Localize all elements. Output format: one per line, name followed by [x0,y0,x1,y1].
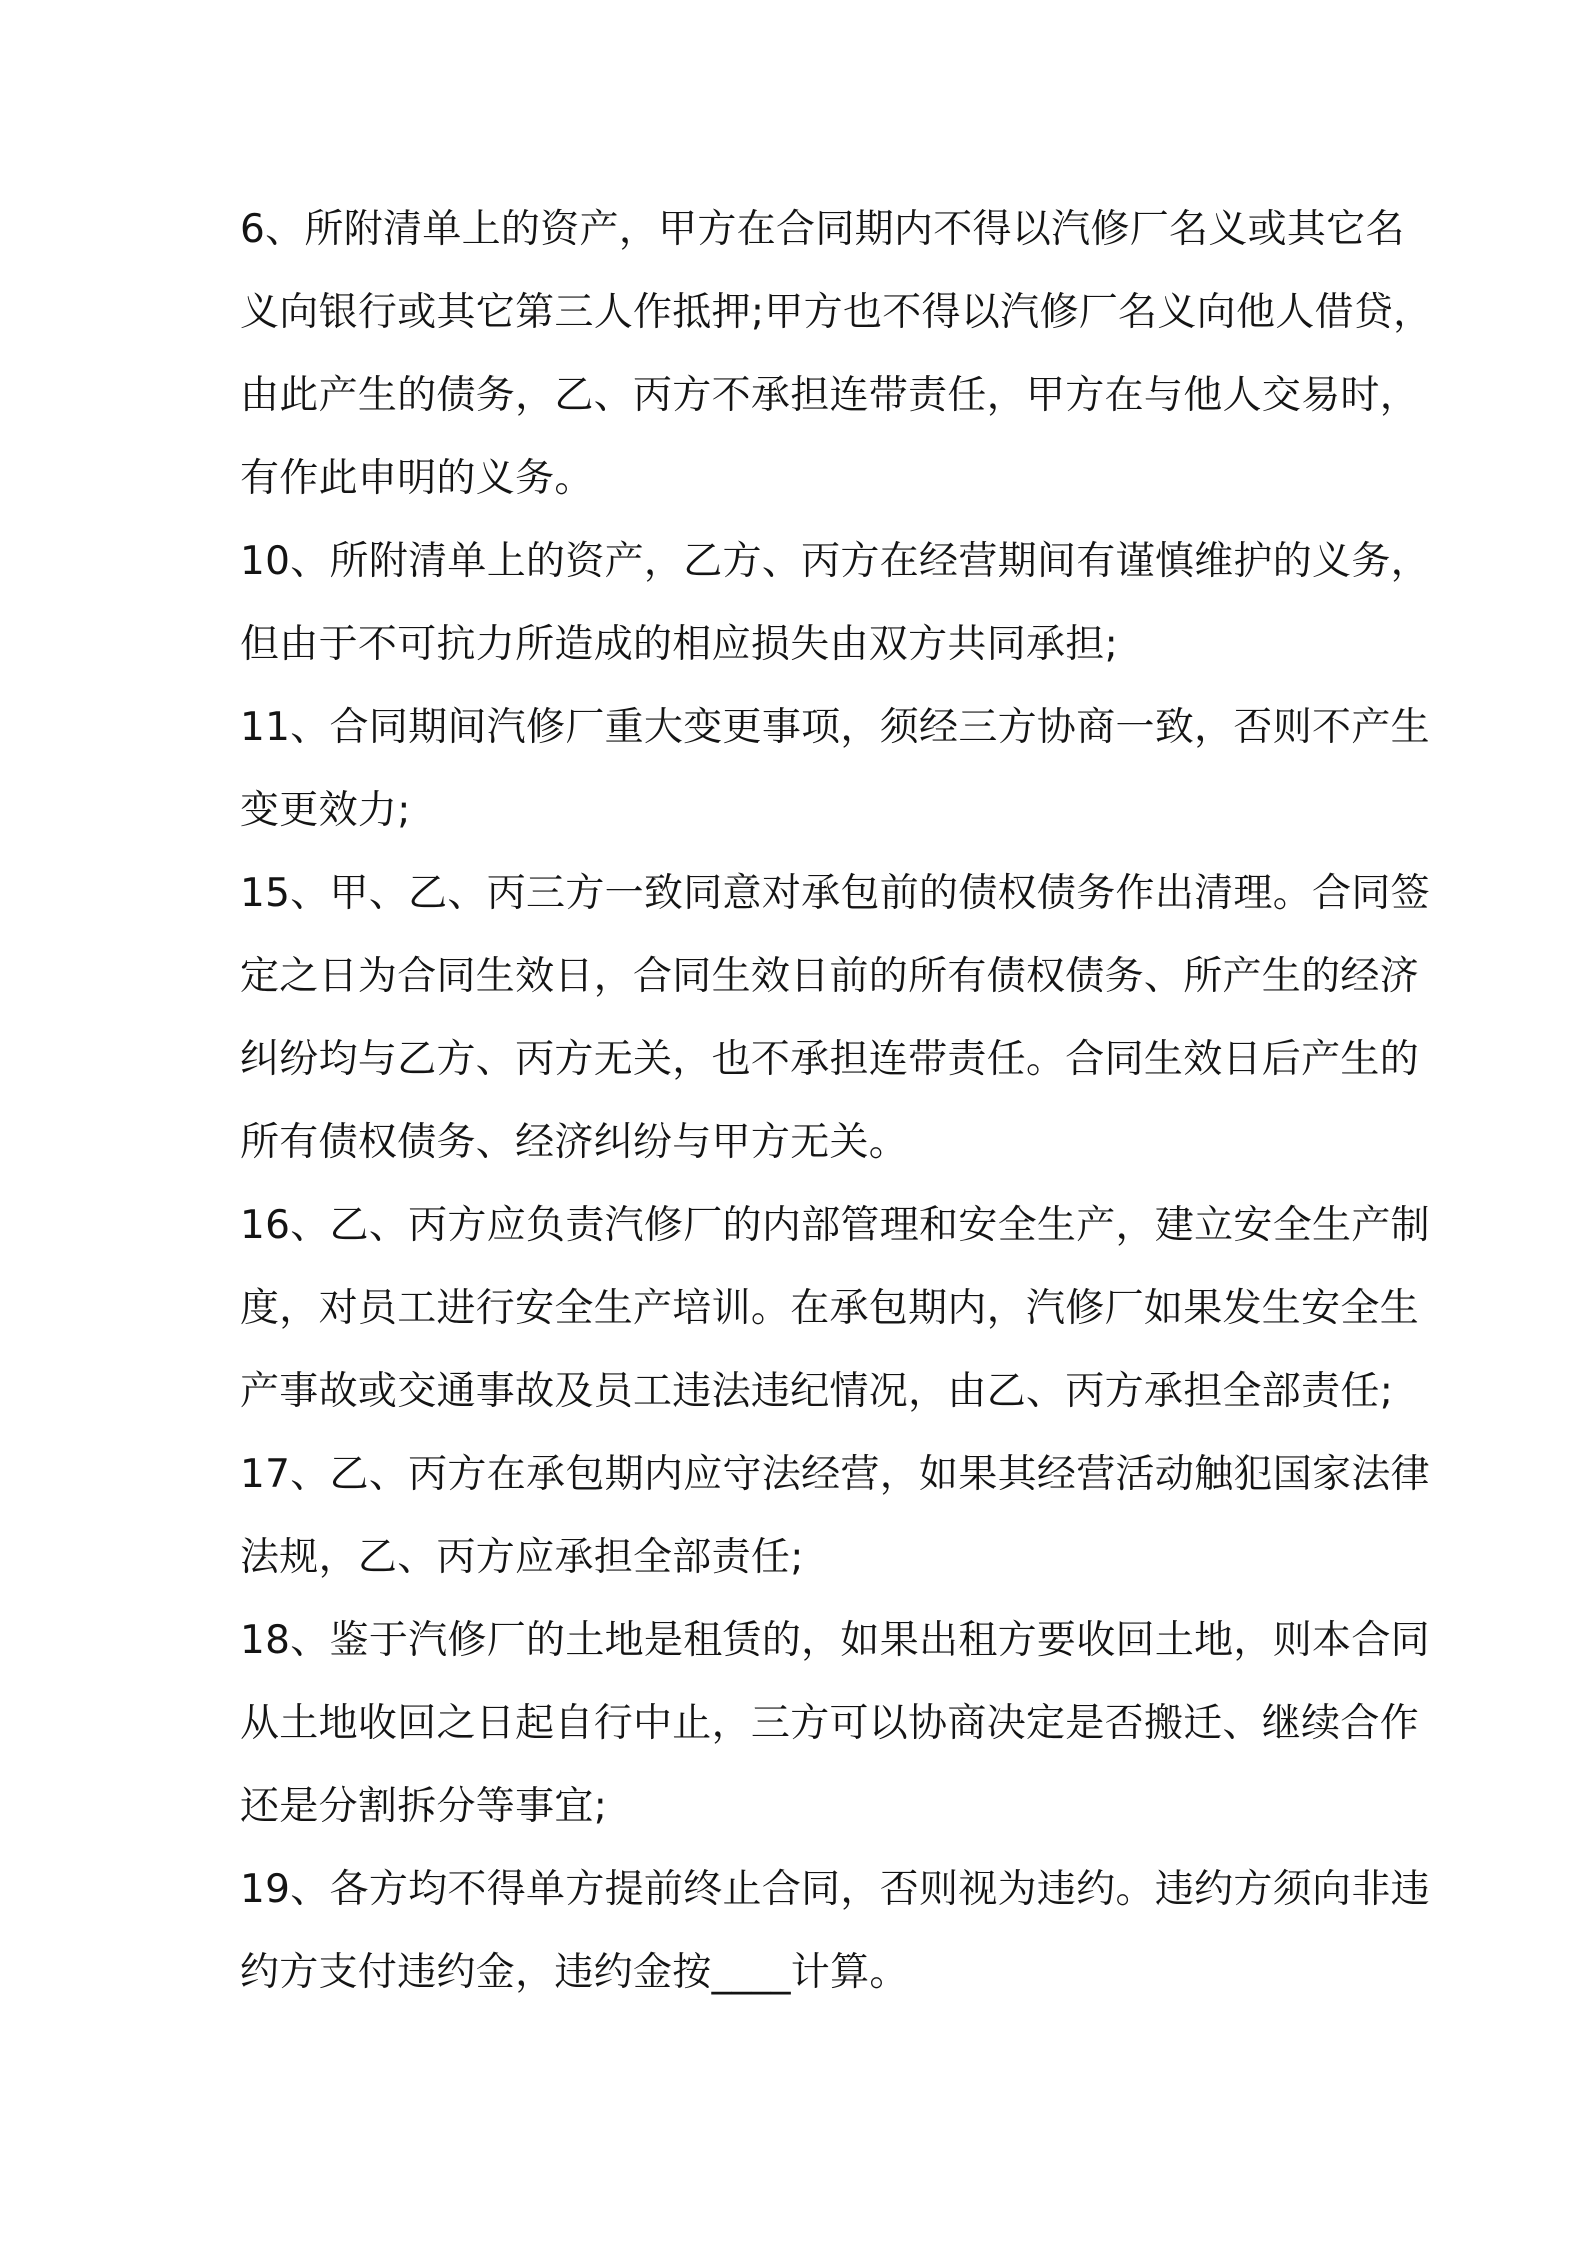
clause-16-line-1: 16、乙、丙方应负责汽修厂的内部管理和安全生产，建立安全生产制 [240,1203,1430,1248]
clause-6-line-3: 由此产生的债务，乙、丙方不承担连带责任，甲方在与他人交易时， [240,373,1420,418]
clause-17-line-1: 17、乙、丙方在承包期内应守法经营，如果其经营活动触犯国家法律 [240,1452,1430,1497]
clause-15-line-2: 定之日为合同生效日，合同生效日前的所有债权债务、所产生的经济 [240,954,1420,999]
clause-6-line-4: 有作此申明的义务。 [240,456,594,501]
clause-11-line-1: 11、合同期间汽修厂重大变更事项，须经三方协商一致，否则不产生 [240,705,1430,750]
clause-17-line-2: 法规，乙、丙方应承担全部责任; [240,1535,804,1580]
clause-15-line-1: 15、甲、乙、丙三方一致同意对承包前的债权债务作出清理。合同签 [240,871,1430,916]
clause-18-line-1: 18、鉴于汽修厂的土地是租赁的，如果出租方要收回土地，则本合同 [240,1618,1430,1663]
clause-15-line-3: 纠纷均与乙方、丙方无关，也不承担连带责任。合同生效日后产生的 [240,1037,1420,1082]
clause-10-line-2: 但由于不可抗力所造成的相应损失由双方共同承担; [240,622,1119,667]
clause-10-line-1: 10、所附清单上的资产，乙方、丙方在经营期间有谨慎维护的义务， [240,539,1430,584]
clause-19-line-1: 19、各方均不得单方提前终止合同，否则视为违约。违约方须向非违 [240,1867,1430,1912]
clause-11-line-2: 变更效力; [240,788,411,833]
clause-6-line-2: 义向银行或其它第三人作抵押;甲方也不得以汽修厂名义向他人借贷， [240,290,1433,335]
clause-19-line-2: 约方支付违约金，违约金按____计算。 [240,1950,909,1995]
clause-15-line-4: 所有债权债务、经济纠纷与甲方无关。 [240,1120,909,1165]
clause-16-line-3: 产事故或交通事故及员工违法违纪情况，由乙、丙方承担全部责任; [240,1369,1394,1414]
clause-6-line-1: 6、所附清单上的资产，甲方在合同期内不得以汽修厂名义或其它名 [240,207,1405,252]
clause-18-line-3: 还是分割拆分等事宜; [240,1784,608,1829]
clause-16-line-2: 度，对员工进行安全生产培训。在承包期内，汽修厂如果发生安全生 [240,1286,1420,1331]
clause-18-line-2: 从土地收回之日起自行中止，三方可以协商决定是否搬迁、继续合作 [240,1701,1420,1746]
